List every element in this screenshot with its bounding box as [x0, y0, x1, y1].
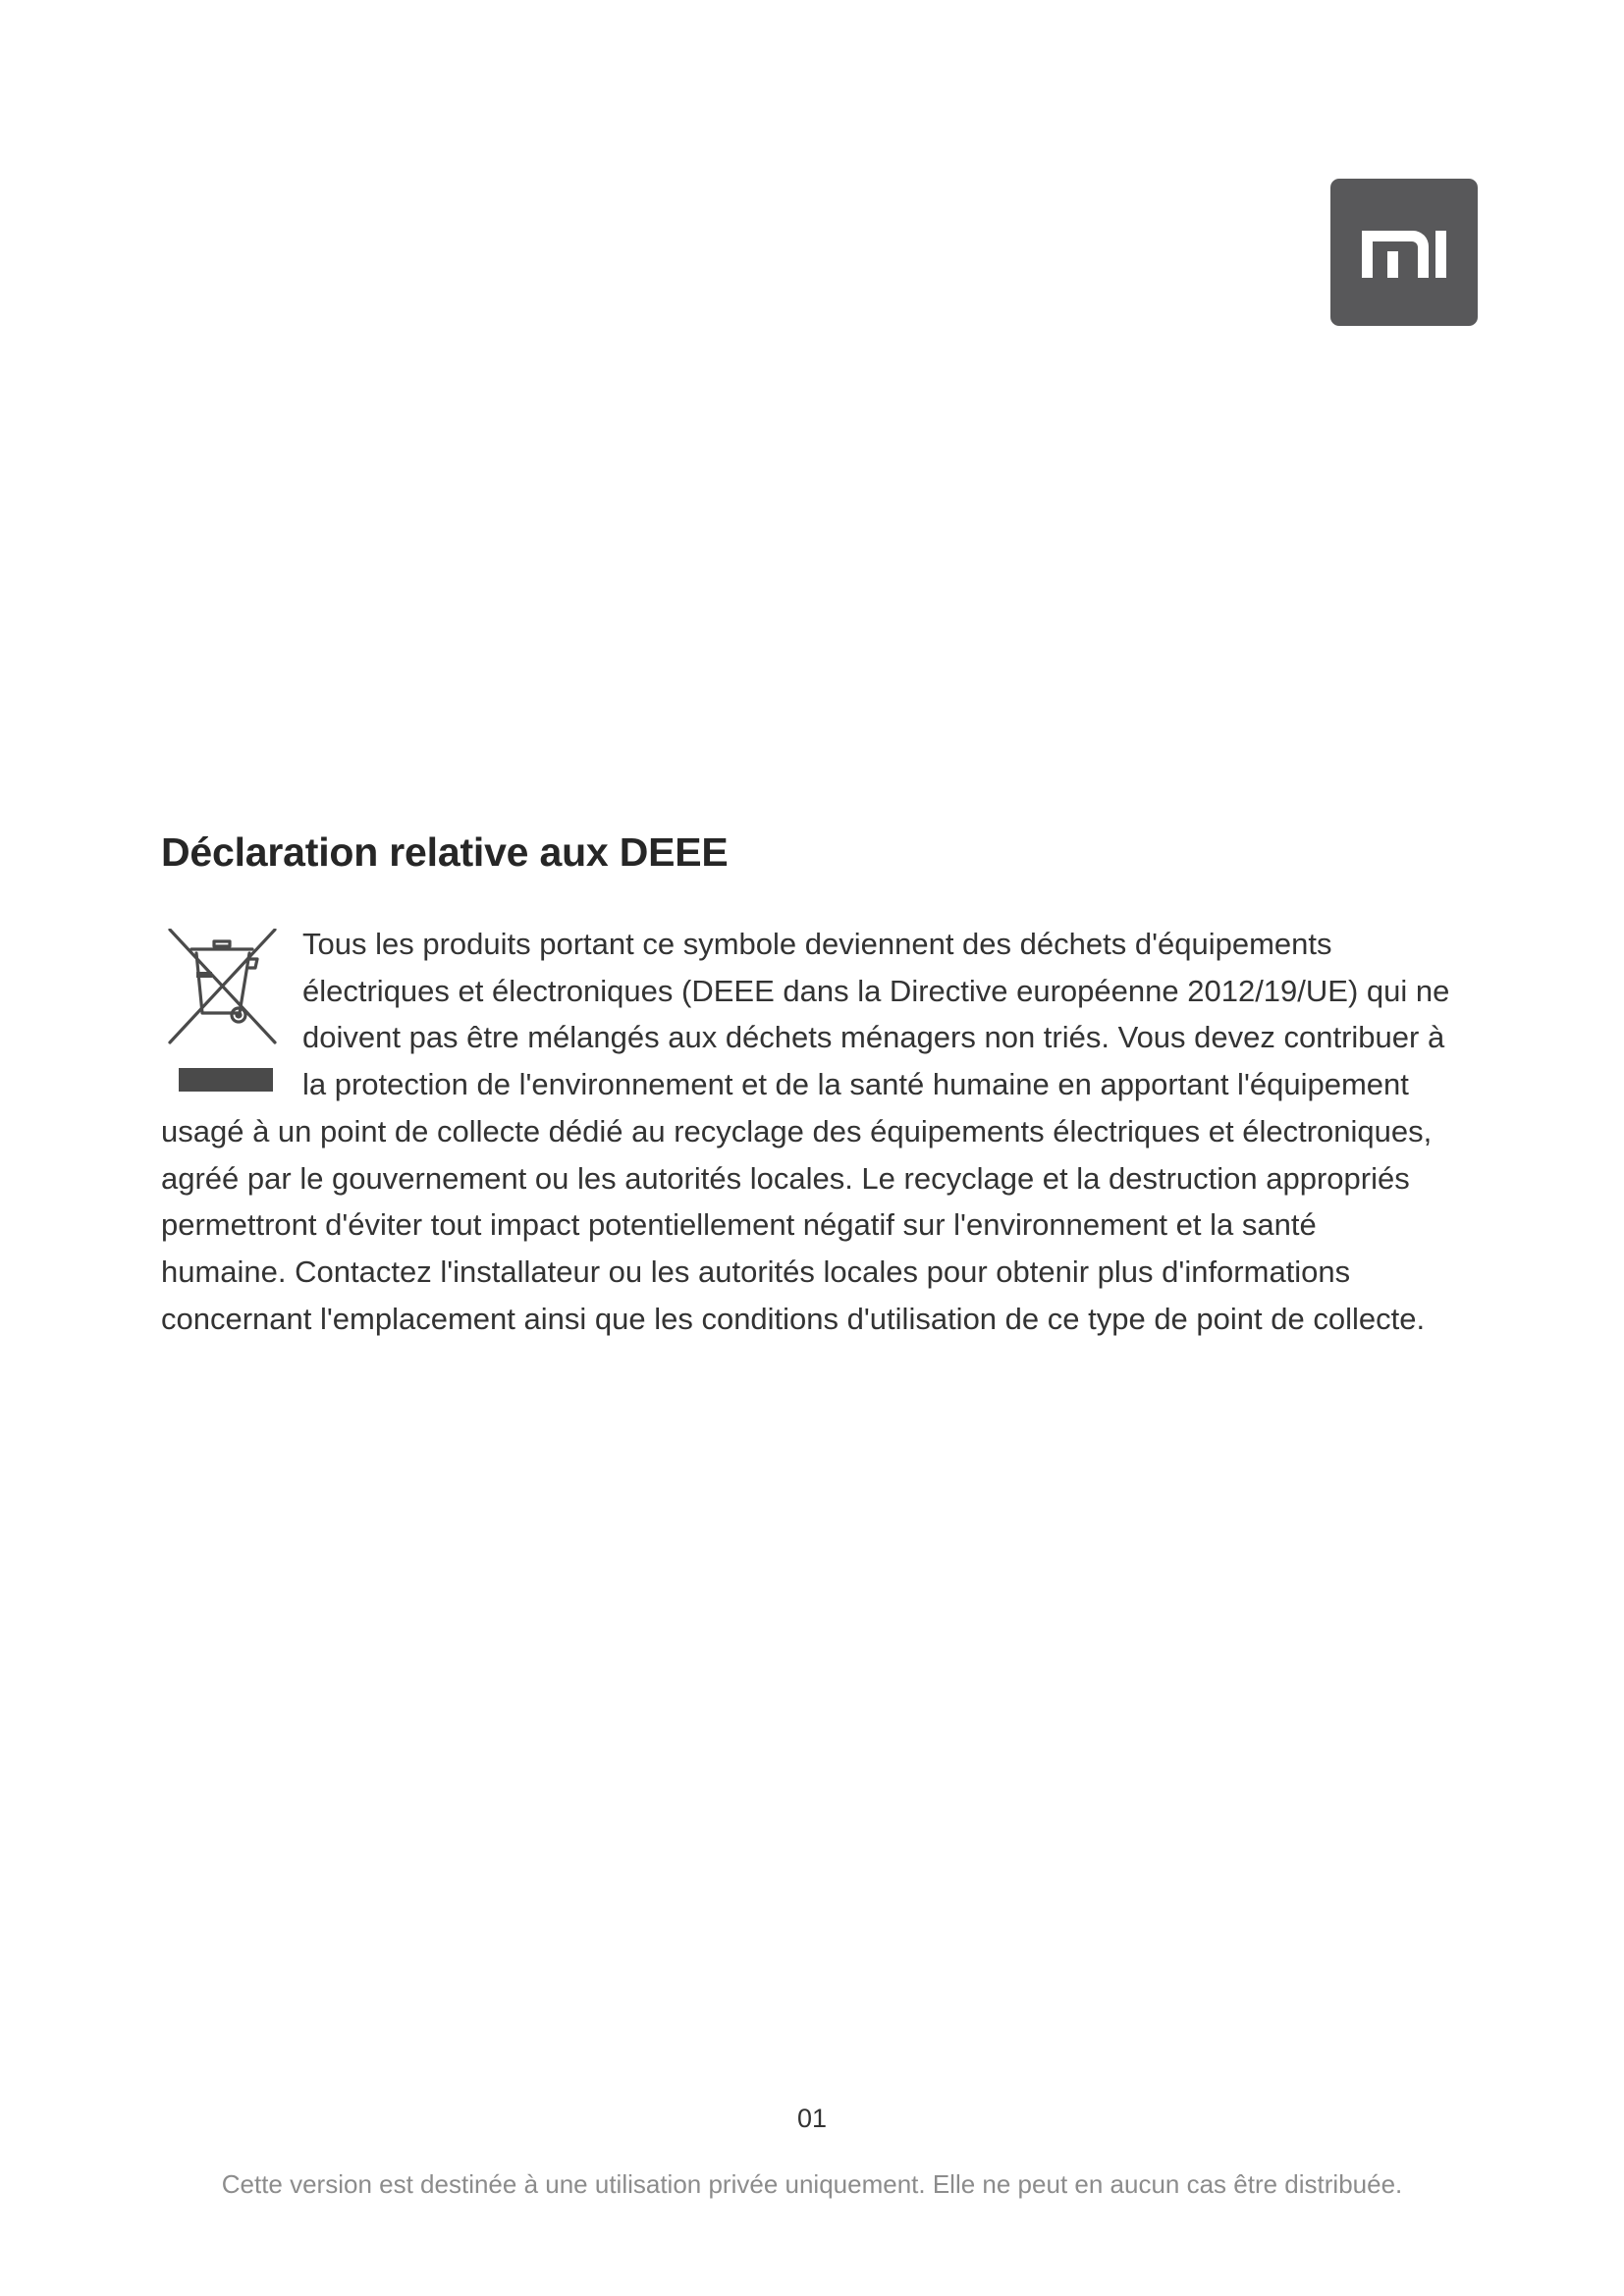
mi-logo-icon — [1358, 227, 1450, 278]
paragraph-line: humaine. Contactez l'installateur ou les autorités locales pour obtenir plus d'informations — [161, 1254, 1351, 1289]
paragraph-line: usagé à un point de collecte dédié au recyclage des équipements électriques et électroniques, — [161, 1113, 1433, 1148]
page-number: 01 — [796, 2104, 828, 2133]
paragraph-line: concernant l'emplacement ainsi que les conditions d'utilisation de ce type de point de collecte. — [161, 1301, 1426, 1336]
paragraph-line: électriques et électroniques (DEEE dans la Directive européenne 2012/19/UE) qui ne — [302, 973, 1450, 1008]
paragraph-line: la protection de l'environnement et de la santé humaine en apportant l'équipement — [302, 1067, 1409, 1102]
footer-disclaimer: Cette version est destinée à une utilisation privée uniquement. Elle ne peut en aucun cas être distribuée. — [221, 2169, 1403, 2199]
weee-paragraph — [161, 921, 1489, 1342]
paragraph-line: Tous les produits portant ce symbole deviennent des déchets d'équipements — [302, 927, 1332, 961]
paragraph-line: agréé par le gouvernement ou les autorités locales. Le recyclage et la destruction appropriés — [161, 1160, 1410, 1196]
paragraph-line: permettront d'éviter tout impact potentiellement négatif sur l'environnement et la santé — [161, 1207, 1317, 1243]
paragraph-line: doivent pas être mélangés aux déchets ménagers non triés. Vous devez contribuer à — [302, 1020, 1445, 1055]
section-title: Déclaration relative aux DEEE — [161, 829, 729, 875]
mi-logo — [1330, 179, 1478, 326]
